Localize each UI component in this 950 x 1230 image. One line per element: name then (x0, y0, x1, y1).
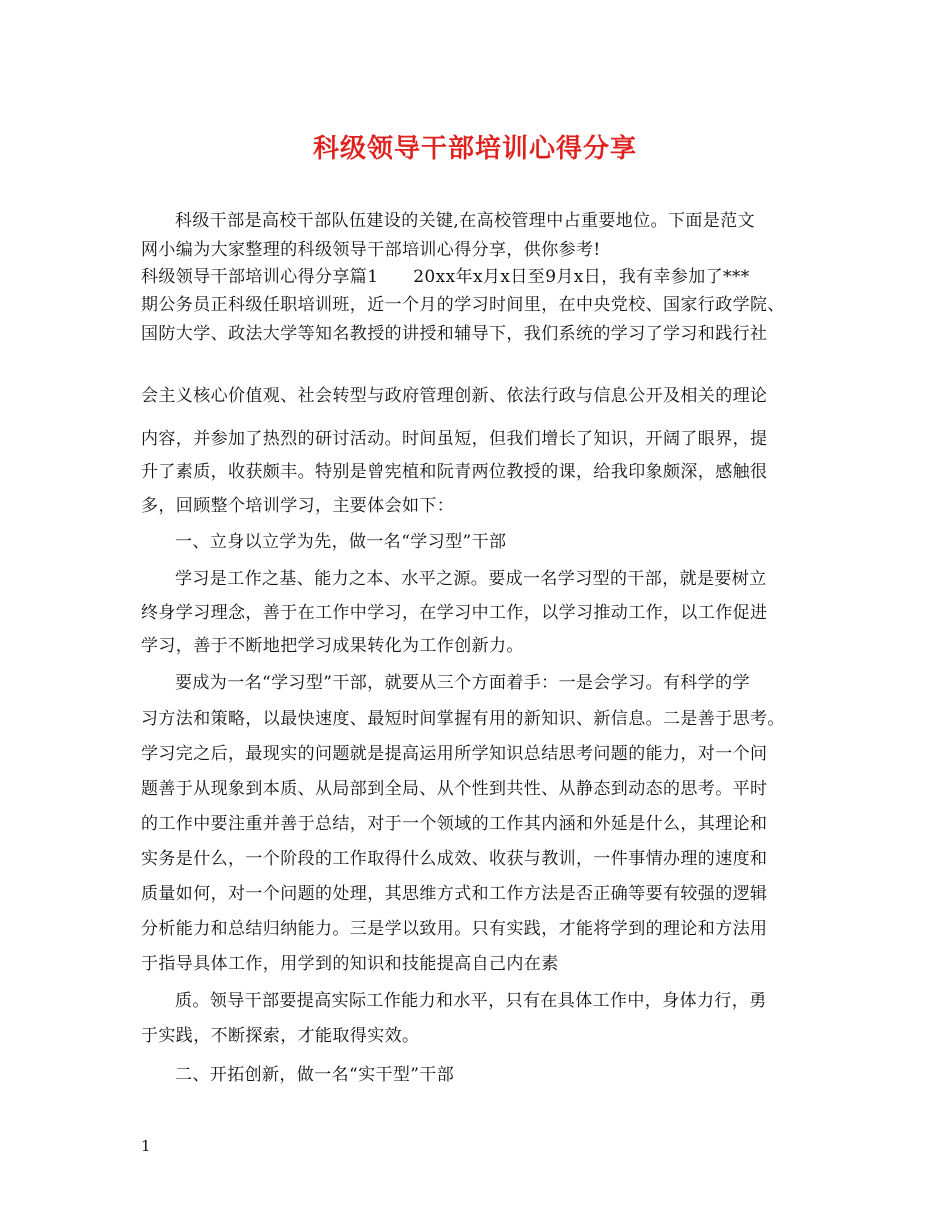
paragraph-line: 期公务员正科级任职培训班，近一个月的学习时间里，在中央党校、国家行政学院、 (141, 295, 785, 315)
paragraph-line: 实务是什么，一个阶段的工作取得什么成效、收获与教训，一件事情办理的速度和 (141, 849, 768, 869)
paragraph-line: 质量如何，对一个问题的处理，其思维方式和工作方法是否正确等要有较强的逻辑 (141, 884, 768, 904)
paragraph-line: 国防大学、政法大学等知名教授的讲授和辅导下，我们系统的学习了学习和践行社 (141, 324, 768, 344)
paragraph-line: 学习完之后，最现实的问题就是提高运用所学知识总结思考问题的能力，对一个问 (141, 744, 768, 764)
paragraph-line: 于指导具体工作，用学到的知识和技能提高自己内在素 (141, 954, 559, 974)
section-heading: 二、开拓创新，做一名“实干型”干部 (175, 1065, 455, 1085)
paragraph-line: 要成为一名“学习型”干部，就要从三个方面着手：一是会学习。有科学的学 (175, 673, 750, 693)
paragraph-line: 学习是工作之基、能力之本、水平之源。要成一名学习型的干部，就是要树立 (175, 569, 767, 589)
paragraph-line: 内容，并参加了热烈的研讨活动。时间虽短，但我们增长了知识，开阔了眼界，提 (141, 429, 768, 449)
paragraph-line: 的工作中要注重并善于总结，对于一个领域的工作其内涵和外延是什么，其理论和 (141, 814, 768, 834)
paragraph-line: 会主义核心价值观、社会转型与政府管理创新、依法行政与信息公开及相关的理论 (141, 386, 768, 406)
paragraph-line: 终身学习理念，善于在工作中学习，在学习中工作，以学习推动工作，以工作促进 (141, 603, 768, 623)
paragraph-line: 网小编为大家整理的科级领导干部培训心得分享，供你参考! (141, 240, 601, 260)
page-number: 1 (141, 1137, 151, 1155)
section-heading: 一、立身以立学为先，做一名“学习型”干部 (175, 532, 507, 552)
paragraph-line: 学习，善于不断地把学习成果转化为工作创新力。 (141, 636, 524, 656)
document-title: 科级领导干部培训心得分享 (312, 134, 637, 164)
paragraph-line: 科级干部是高校干部队伍建设的关键,在高校管理中占重要地位。下面是范文 (175, 211, 756, 231)
paragraph-line: 题善于从现象到本质、从局部到全局、从个性到共性、从静态到动态的思考。平时 (141, 779, 768, 799)
paragraph-line: 升了素质，收获颇丰。特别是曾宪植和阮青两位教授的课，给我印象颇深，感触很 (141, 462, 768, 482)
paragraph-line: 质。领导干部要提高实际工作能力和水平，只有在具体工作中，身体力行，勇 (175, 991, 767, 1011)
paragraph-line: 分析能力和总结归纳能力。三是学以致用。只有实践，才能将学到的理论和方法用 (141, 919, 768, 939)
paragraph-line: 于实践，不断探索，才能取得实效。 (141, 1026, 420, 1046)
paragraph-line: 科级领导干部培训心得分享篇1 20xx年x月x日至9月x日，我有幸参加了*** (141, 267, 750, 287)
paragraph-line: 多，回顾整个培训学习，主要体会如下： (141, 496, 455, 516)
paragraph-line: 习方法和策略，以最快速度、最短时间掌握有用的新知识、新信息。二是善于思考。 (141, 709, 785, 729)
